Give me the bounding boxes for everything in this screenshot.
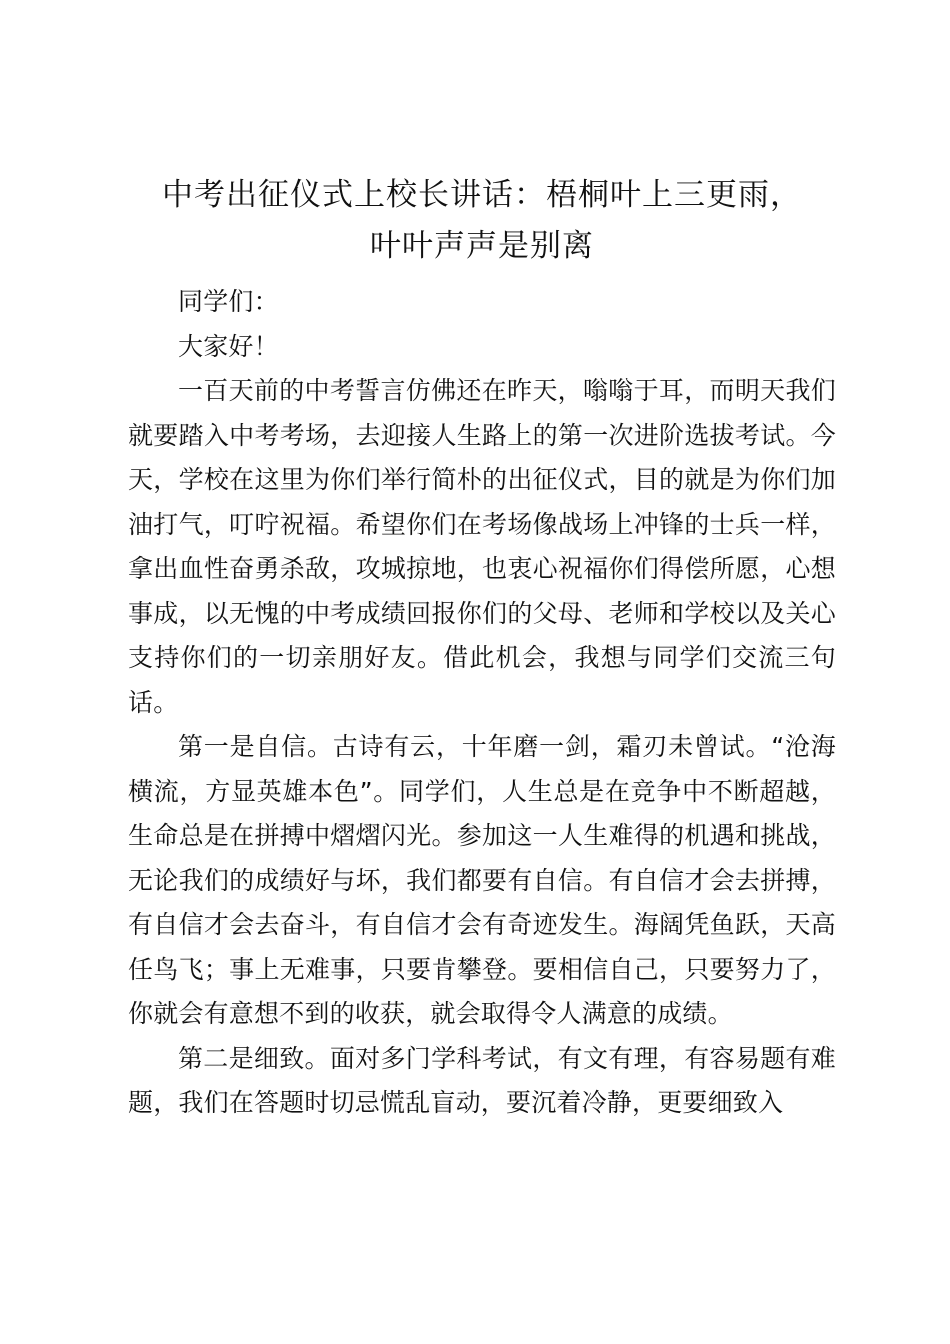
greeting: 大家好！ — [178, 331, 279, 361]
document-body — [128, 170, 836, 1126]
title-line-1: 中考出征仪式上校长讲话：梧桐叶上三更雨， — [162, 177, 802, 213]
body-paragraph-intro: 一百天前的中考誓言仿佛还在昨天，嗡嗡于耳，而明天我们就要踏入中考考场，去迎接人生路上的第一次进阶选拔考试。今天，学校在这里为你们举行简朴的出征仪式，目的就是为你们加油打气，叮咛祝福。希望你们在考场像战场上冲锋的士兵一样，拿出血性奋勇杀敌，攻城掠地，也衷心祝福你们得偿所愿，心想事成，以无愧的中考成绩回报你们的父母、老师和学校以及关心支持你们的一切亲朋好友。借此机会，我想与同学们交流三句话。 — [128, 376, 836, 717]
body-paragraph-carefulness: 第二是细致。面对多门学科考试，有文有理，有容易题有难题，我们在答题时切忌慌乱盲动，要沉着冷静，更要细致入 — [128, 1043, 836, 1117]
salutation: 同学们： — [178, 287, 279, 316]
title-line-2: 叶叶声声是别离 — [370, 228, 594, 264]
body-paragraph-confidence: 第一是自信。古诗有云，十年磨一剑，霜刃未曾试。“沧海横流，方显英雄本色”。同学们，人生总是在竞争中不断超越，生命总是在拼搏中熠熠闪光。参加这一人生难得的机遇和挑战，无论我们的成绩好与坏，我们都要有自信。有自信才会去拼搏，有自信才会去奋斗，有自信才会有奇迹发生。海阔凭鱼跃，天高任鸟飞；事上无难事，只要肯攀登。要相信自己，只要努力了，你就会有意想不到的收获，就会取得令人满意的成绩。 — [128, 732, 836, 1028]
document-title — [128, 170, 836, 272]
